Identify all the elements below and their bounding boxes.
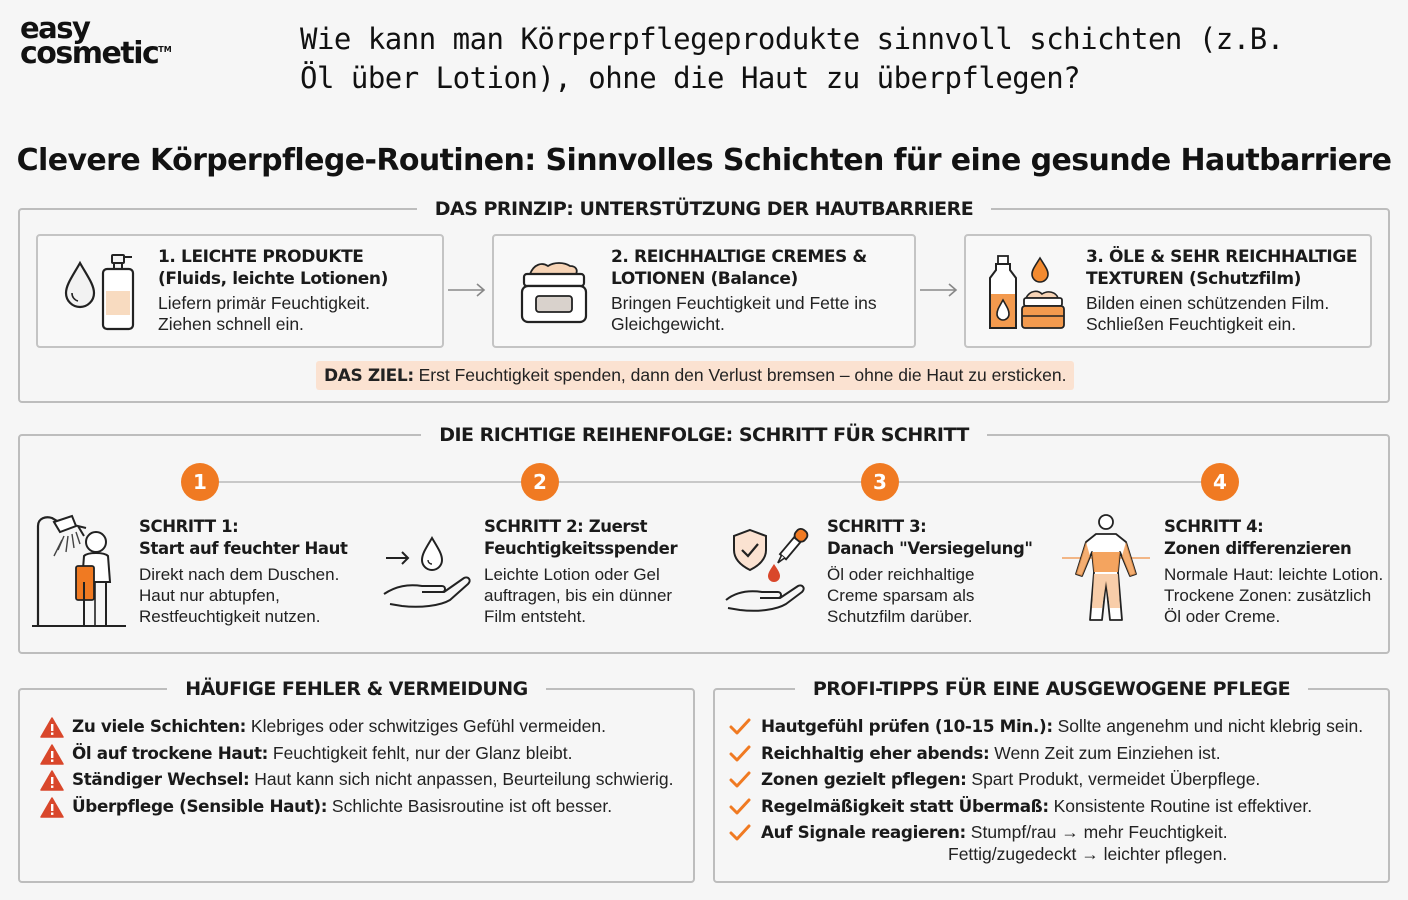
warning-icon xyxy=(40,770,64,791)
card1-title2: (Fluids, leichte Lotionen) xyxy=(158,269,388,289)
step4-desc3: Öl oder Creme. xyxy=(1164,607,1281,626)
mistake3-text: Haut kann sich nicht anpassen, Beurteilung schwierig. xyxy=(249,769,674,789)
tip2-bold: Reichhaltig eher abends: xyxy=(761,742,990,763)
arrow-right-icon xyxy=(918,282,960,298)
brand-line2: cosmetic xyxy=(20,35,159,71)
card3-desc2: Schließen Feuchtigkeit ein. xyxy=(1086,314,1297,334)
check-icon xyxy=(729,718,751,736)
card3-desc1: Bilden einen schützenden Film. xyxy=(1086,293,1330,313)
card-rich-creams xyxy=(492,234,916,348)
mistake4-bold: Überpflege (Sensible Haut): xyxy=(72,795,328,816)
list-item xyxy=(761,740,1363,767)
tip1-text: Sollte angenehm und nicht klebrig sein. xyxy=(1052,716,1364,736)
page-title: Clevere Körperpflege-Routinen: Sinnvolles Schichten für eine gesunde Hautbarriere xyxy=(16,143,1392,178)
principle-heading: DAS PRINZIP: UNTERSTÜTZUNG DER HAUTBARRIERE xyxy=(417,196,992,222)
list-item xyxy=(72,713,674,740)
step2-title2: Feuchtigkeitsspender xyxy=(484,539,678,558)
shield-dropper-hand-icon xyxy=(722,526,814,614)
list-item xyxy=(761,766,1363,793)
mistake2-text: Feuchtigkeit fehlt, nur der Glanz bleibt. xyxy=(268,742,573,763)
mistake3-bold: Ständiger Wechsel: xyxy=(72,769,250,789)
list-item xyxy=(72,740,674,767)
step3-desc3: Schutzfilm darüber. xyxy=(827,607,973,626)
check-icon xyxy=(729,745,751,763)
tip5-bold: Auf Signale reagieren: xyxy=(761,822,966,842)
oil-bottle-icon xyxy=(986,252,1066,332)
card-oils-rich-textures xyxy=(964,234,1372,348)
list-item xyxy=(761,793,1363,820)
tips-list xyxy=(761,713,1363,846)
goal-text: Erst Feuchtigkeit spenden, dann den Verlust bremsen – ohne die Haut zu ersticken. xyxy=(413,365,1067,385)
step1-desc1: Direkt nach dem Duschen. xyxy=(139,565,340,584)
list-item xyxy=(72,766,674,793)
card3-title1: 3. ÖLE & SEHR REICHHALTIGE xyxy=(1086,247,1358,267)
tip4-text: Konsistente Routine ist effektiver. xyxy=(1048,795,1313,816)
card-light-products xyxy=(36,234,444,348)
step4-title1: SCHRITT 4: xyxy=(1164,517,1264,536)
step4-title2: Zonen differenzieren xyxy=(1164,539,1352,558)
tip4-bold: Regelmäßigkeit statt Übermaß: xyxy=(761,795,1049,816)
mistakes-list xyxy=(72,713,674,819)
cream-jar-icon xyxy=(518,258,588,328)
list-item xyxy=(761,819,1363,846)
sequence-heading: DIE RICHTIGE REIHENFOLGE: SCHRITT FÜR SCHRITT xyxy=(421,422,987,448)
card1-desc2: Ziehen schnell ein. xyxy=(158,314,304,334)
card2-title1: 2. REICHHALTIGE CREMES & xyxy=(611,247,867,267)
step-number-3: 3 xyxy=(861,463,899,501)
check-icon xyxy=(729,824,751,842)
step2-desc3: Film entsteht. xyxy=(484,607,587,626)
step2-title1: SCHRITT 2: Zuerst xyxy=(484,517,648,536)
brand-line1: easy xyxy=(20,11,90,45)
step4-desc2: Trockene Zonen: zusätzlich xyxy=(1164,586,1372,605)
mistake2-bold: Öl auf trockene Haut: xyxy=(72,742,269,763)
step1-title1: SCHRITT 1: xyxy=(139,517,239,536)
card3-title2: TEXTUREN (Schutzfilm) xyxy=(1086,269,1302,289)
list-item xyxy=(72,793,674,820)
droplet-bottle-icon xyxy=(62,251,138,335)
check-icon xyxy=(729,798,751,816)
mistake1-text: Klebriges oder schwitziges Gefühl vermeiden. xyxy=(246,716,606,736)
step-number-2: 2 xyxy=(521,463,559,501)
step-number-1: 1 xyxy=(181,463,219,501)
step4-desc1: Normale Haut: leichte Lotion. xyxy=(1164,565,1384,584)
card2-desc2: Gleichgewicht. xyxy=(611,314,725,334)
step3-desc2: Creme sparsam als xyxy=(827,586,975,605)
step3-desc1: Öl oder reichhaltige xyxy=(827,565,975,584)
mistakes-heading: HÄUFIGE FEHLER & VERMEIDUNG xyxy=(167,676,546,702)
list-item xyxy=(761,713,1363,740)
card1-title1: 1. LEICHTE PRODUKTE xyxy=(158,247,364,267)
tip3-text: Spart Produkt, vermeidet Überpflege. xyxy=(966,769,1261,789)
step3-title1: SCHRITT 3: xyxy=(827,517,927,536)
step-number-4: 4 xyxy=(1201,463,1239,501)
step1-title2: Start auf feuchter Haut xyxy=(139,539,348,558)
tip5-continuation: Fettig/zugedeckt → leichter pflegen. xyxy=(948,844,1228,864)
tip5-text: Stumpf/rau → mehr Feuchtigkeit. xyxy=(965,822,1228,842)
body-zones-icon xyxy=(1060,512,1152,626)
mistake1-bold: Zu viele Schichten: xyxy=(72,716,247,736)
timeline-line xyxy=(200,481,1220,483)
goal-banner xyxy=(316,361,1074,390)
step2-desc1: Leichte Lotion oder Gel xyxy=(484,565,660,584)
tip2-text: Wenn Zeit zum Einziehen ist. xyxy=(989,742,1221,763)
card2-desc1: Bringen Feuchtigkeit und Fette ins xyxy=(611,293,877,313)
step1-desc2: Haut nur abtupfen, xyxy=(139,586,280,605)
trademark: TM xyxy=(158,44,172,54)
card1-desc1: Liefern primär Feuchtigkeit. xyxy=(158,293,371,313)
question-heading: Wie kann man Körperpflegeprodukte sinnvoll schichten (z.B. Öl über Lotion), ohne die Haut zu überpflegen? xyxy=(300,22,1284,95)
warning-icon xyxy=(40,717,64,738)
shower-icon xyxy=(32,512,128,630)
goal-label: DAS ZIEL: xyxy=(324,366,414,386)
tip1-bold: Hautgefühl prüfen (10-15 Min.): xyxy=(761,716,1053,736)
step1-desc3: Restfeuchtigkeit nutzen. xyxy=(139,607,321,626)
warning-icon xyxy=(40,744,64,765)
arrow-right-icon xyxy=(446,282,488,298)
warning-icon xyxy=(40,797,64,818)
brand-logo xyxy=(20,11,190,71)
tips-heading: PROFI-TIPPS FÜR EINE AUSGEWOGENE PFLEGE xyxy=(795,676,1308,702)
check-icon xyxy=(729,771,751,789)
mistake4-text: Schlichte Basisroutine ist oft besser. xyxy=(327,795,613,816)
hand-droplet-icon xyxy=(382,534,474,612)
card2-title2: LOTIONEN (Balance) xyxy=(611,269,798,289)
step2-desc2: auftragen, bis ein dünner xyxy=(484,586,673,605)
step3-title2: Danach "Versiegelung" xyxy=(827,539,1033,558)
tip3-bold: Zonen gezielt pflegen: xyxy=(761,769,967,789)
